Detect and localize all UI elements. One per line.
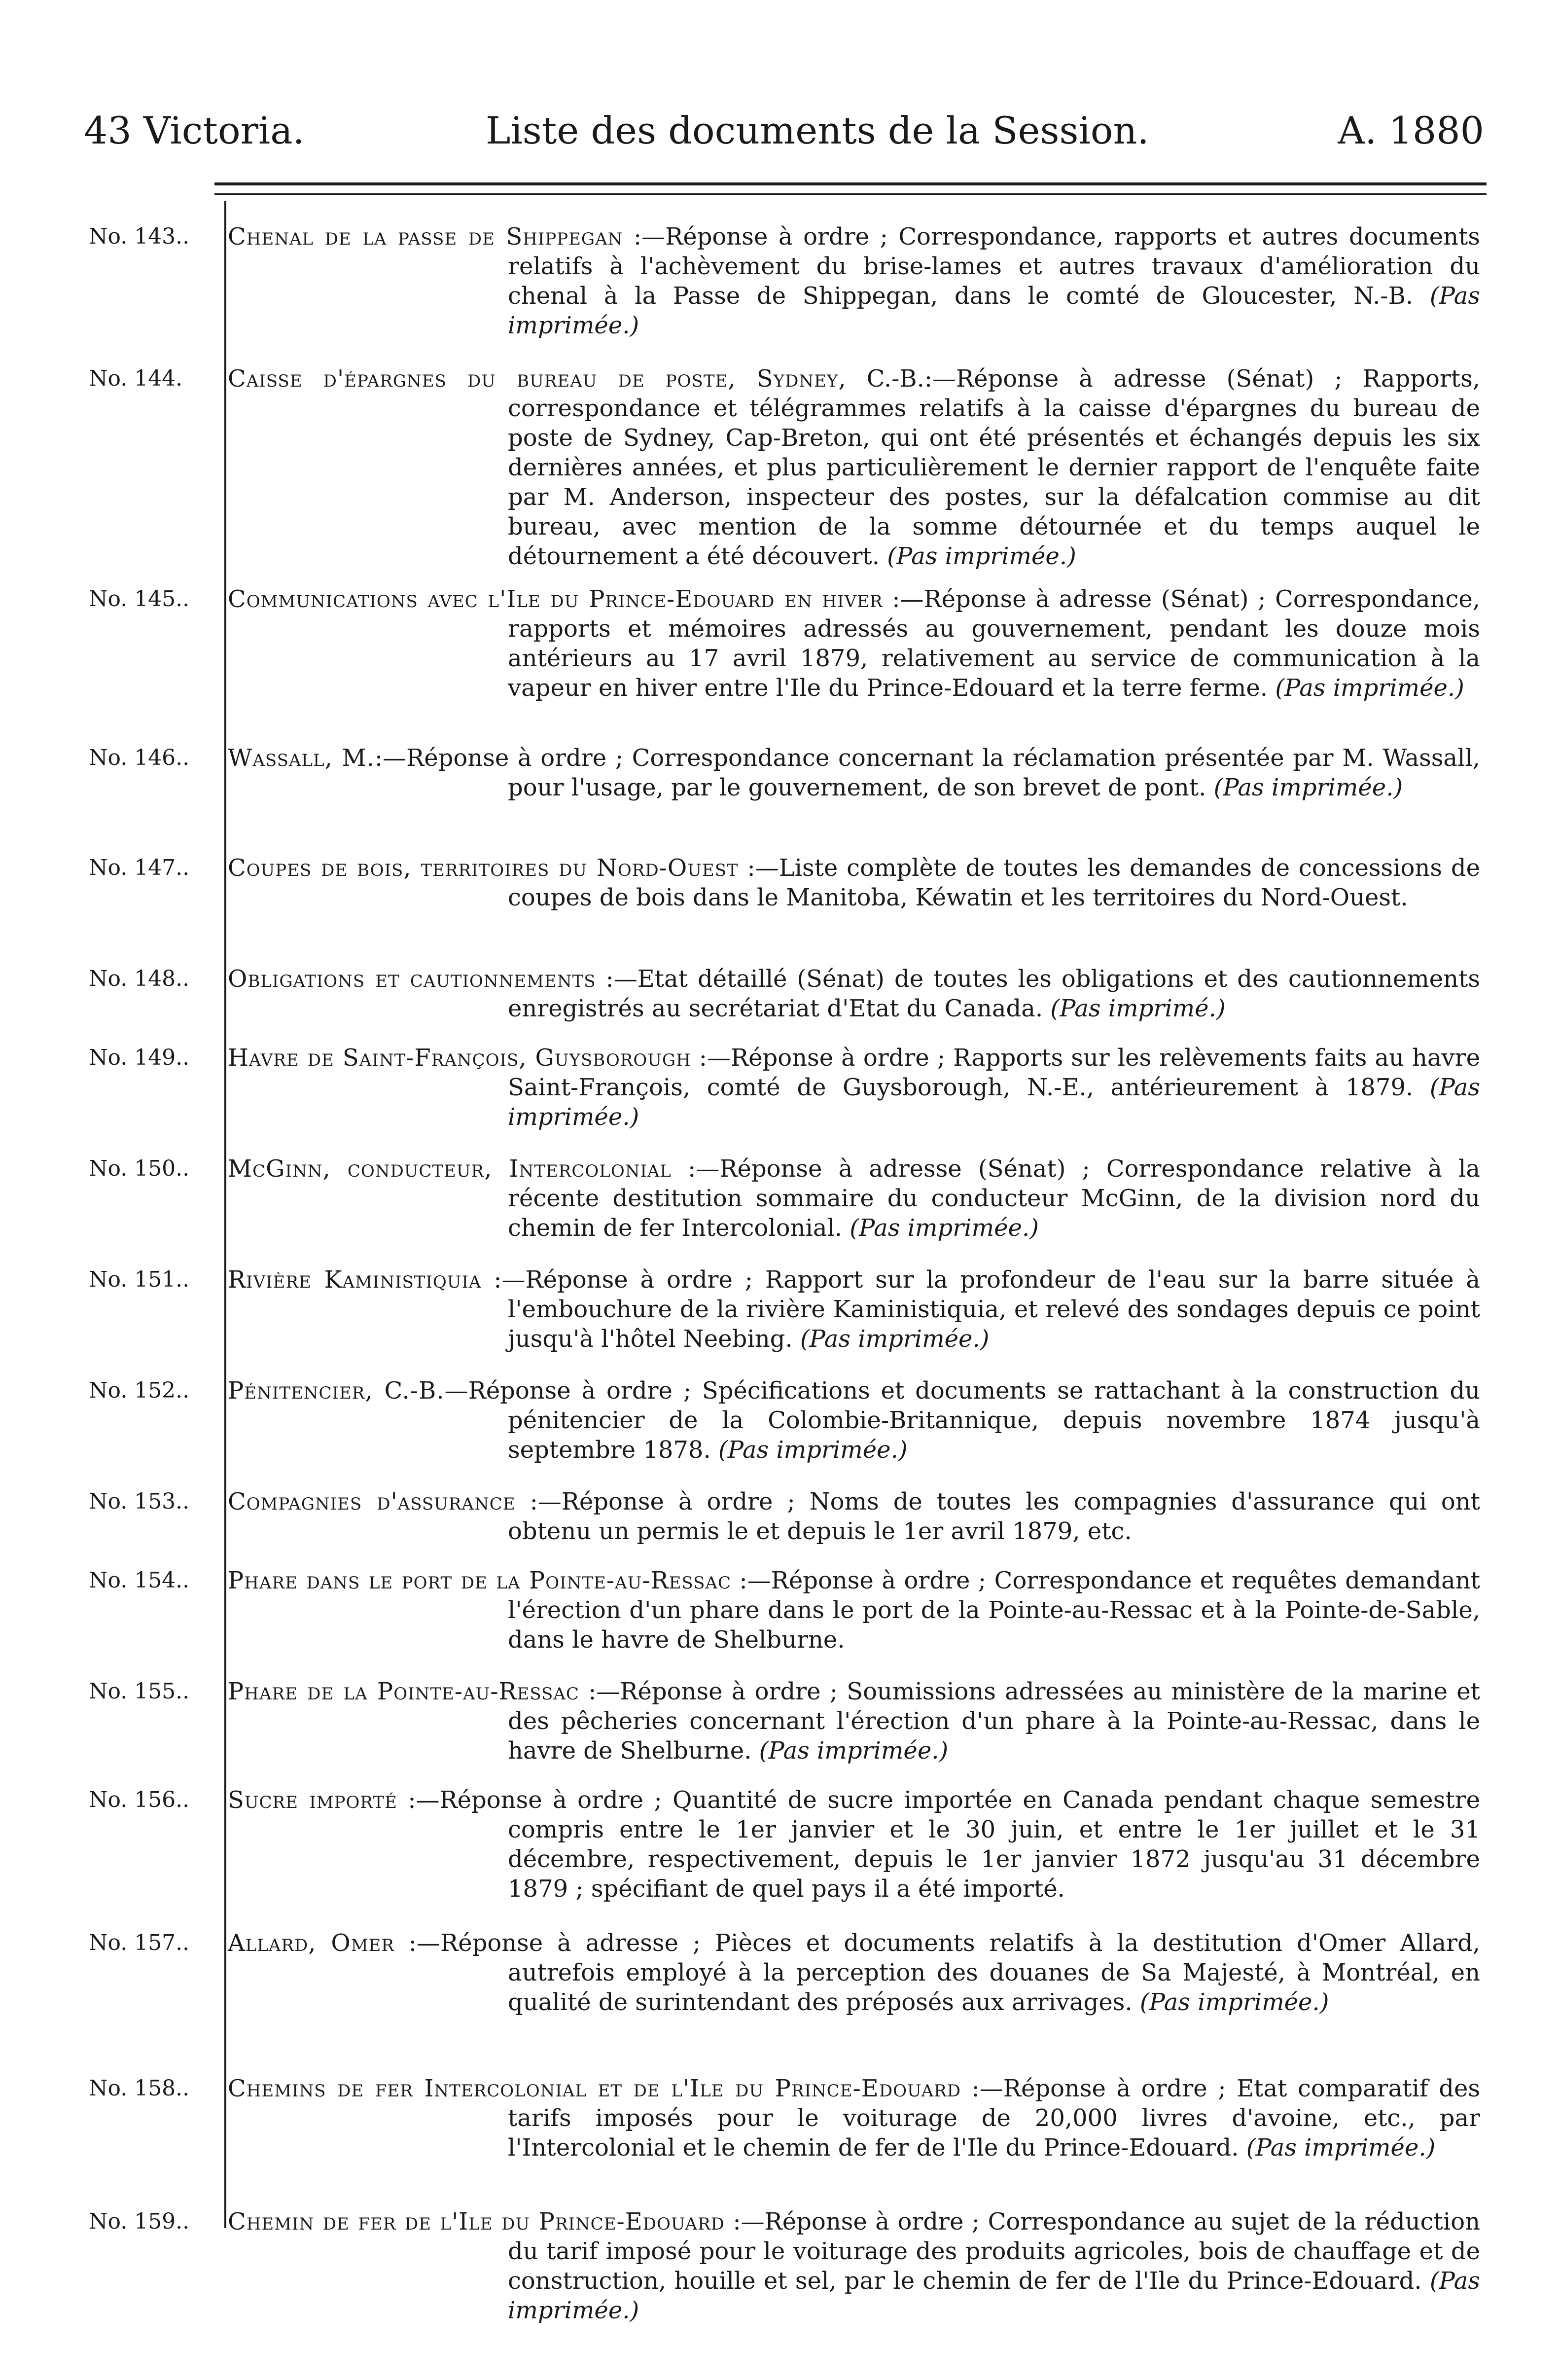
entry-title: McGinn, conducteur, Intercolonial [228,1155,672,1183]
entry-note: (Pas imprimée.) [1239,2134,1436,2162]
header-title: Liste des documents de la Session. [486,108,1149,152]
entry-title: Chenal de la passe de Shippegan [228,223,623,251]
entry-text [228,222,1480,340]
entry-number: No. 154.. [89,1568,190,1593]
entry-text [228,1154,1480,1243]
entry-number: No. 148.. [89,966,190,991]
page-header [84,106,1484,160]
entry-note: (Pas imprimée.) [792,1325,990,1353]
entry-body: :—Réponse à ordre ; Rapports sur les relèvements faits au havre Saint-François, comté de Guysborough, N.-E., antérieurement à 1879. [508,1044,1480,1101]
entry-title: Caisse d'épargnes du bureau de poste, Sydney, [228,365,847,393]
entry-text [228,1677,1480,1766]
entry-title: Phare dans le port de la Pointe-au-Ressac [228,1567,731,1594]
entry-number: No. 157.. [89,1930,190,1955]
entry-number: No. 158.. [89,2076,190,2101]
entry-text [228,364,1480,571]
entry-text [228,1376,1480,1465]
entry-note: (Pas imprimée.) [751,1737,949,1765]
entry-body: :—Réponse à ordre ; Noms de toutes les compagnies d'assurance qui ont obtenu un permis le et depuis le 1er avril 1879, etc. [508,1488,1480,1545]
entry-note: (Pas imprimée.) [508,1074,1481,1131]
entry-number: No. 153.. [89,1489,190,1514]
entry-body: :—Réponse à ordre ; Correspondance et requêtes demandant l'érection d'un phare dans le port de la Pointe-au-Ressac et à la Pointe-de-Sable, dans le havre de Shelburne. [508,1567,1480,1654]
entry-number: No. 144. [89,366,183,391]
entry-title: Coupes de bois, territoires du Nord-Ouest [228,854,739,882]
entry-note: (Pas imprimée.) [879,542,1076,570]
entry-title: Chemins de fer Intercolonial et de l'Ile du Prince-Edouard [228,2075,961,2102]
entry-title: Pénitencier, C.-B. [228,1377,445,1405]
entry-text [228,853,1480,912]
entry-body: :—Réponse à ordre ; Correspondance, rapports et autres documents relatifs à l'achèvement du brise-lames et autres travaux d'amélioration du chenal à la Passe de Shippegan, dans le comté de Gloucester, N.-B. [508,223,1481,310]
entry-note: (Pas imprimée.) [508,2267,1481,2324]
header-volume: 43 Victoria. [84,108,305,152]
entry-note: (Pas imprimée.) [1206,774,1403,801]
entry-text [228,2207,1480,2325]
entry-number: No. 151.. [89,1267,190,1292]
entry-body: :—Réponse à ordre ; Quantité de sucre importée en Canada pendant chaque semestre compris entre le 1er janvier et le 30 juin, et entre le 1er juillet et le 31 décembre, respectivement, depuis le 1er janvier 1872 jusqu'au 31 décembre 1879 ; spécifiant de quel pays il a été importé. [397,1786,1480,1903]
entry-note: (Pas imprimé.) [1043,995,1226,1022]
entry-title: Obligations et cautionnements [228,965,596,993]
entry-body: :—Réponse à ordre ; Rapport sur la profondeur de l'eau sur la barre située à l'embouchure de la rivière Kaministiquia, et relevé des sondages depuis ce point jusqu'à l'hôtel Neebing. [481,1266,1480,1353]
entry-body: C.-B.:—Réponse à adresse (Sénat) ; Rapports, correspondance et télégrammes relatifs à la caisse d'épargnes du bureau de poste de Sydney, Cap-Breton, qui ont été présentés et échangés depuis les six dernières années, et plus particulièrement le dernier rapport de l'enquête faite par M. Anderson, inspecteur des postes, sur la défalcation commise au dit bureau, avec mention de la somme détournée et du temps auquel le détournement a été découvert. [508,365,1481,570]
entry-text [228,584,1480,703]
entry-note: (Pas imprimée.) [1268,674,1464,702]
entry-text [228,1785,1480,1904]
entry-number: No. 143.. [89,224,190,249]
entry-note: (Pas imprimée.) [508,282,1481,339]
entry-title: Communications avec l'Ile du Prince-Edouard en hiver [228,585,883,613]
header-year: A. 1880 [1338,108,1484,152]
entry-number: No. 152.. [89,1378,190,1403]
entry-title: Compagnies d'assurance [228,1488,516,1515]
header-rule-thin [214,193,1487,195]
entry-text [228,1928,1480,2017]
entry-note: (Pas imprimée.) [710,1436,908,1464]
entry-note: (Pas imprimée.) [842,1214,1039,1242]
entry-text [228,2074,1480,2163]
number-column-divider [224,201,226,2228]
entry-number: No. 147.. [89,855,190,880]
entry-body: :—Réponse à ordre ; Etat comparatif des tarifs imposés pour le voiturage de 20,000 livres d'avoine, etc., par l'Intercolonial et le chemin de fer de l'Ile du Prince-Edouard. [508,2075,1481,2162]
entry-number: No. 155.. [89,1679,190,1704]
entry-body: —Réponse à ordre ; Spécifications et documents se rattachant à la construction du pénitencier de la Colombie-Britannique, depuis novembre 1874 jusqu'à septembre 1878. [444,1377,1480,1464]
entry-title: Sucre importé [228,1786,397,1814]
entry-number: No. 145.. [89,586,190,612]
entry-text [228,743,1480,802]
entry-number: No. 159.. [89,2209,190,2234]
entry-text [228,1265,1480,1354]
entry-body: :—Réponse à ordre ; Soumissions adressées au ministère de la marine et des pêcheries concernant l'érection d'un phare à la Pointe-au-Ressac, dans le havre de Shelburne. [508,1678,1480,1765]
entry-body: :—Liste complète de toutes les demandes de concessions de coupes de bois dans le Manitoba, Kéwatin et les territoires du Nord-Ouest. [508,854,1480,911]
entry-text [228,1487,1480,1546]
entry-number: No. 149.. [89,1045,190,1070]
entry-title: Havre de Saint-François, Guysborough [228,1044,691,1072]
entry-title: Chemin de fer de l'Ile du Prince-Edouard [228,2208,725,2236]
entry-body: :—Réponse à adresse (Sénat) ; Correspondance relative à la récente destitution sommaire du conducteur McGinn, de la division nord du chemin de fer Intercolonial. [508,1155,1481,1242]
entry-body: :—Réponse à adresse ; Pièces et documents relatifs à la destitution d'Omer Allard, autrefois employé à la perception des douanes de Sa Majesté, à Montréal, en qualité de surintendant des préposés aux arrivages. [394,1929,1481,2016]
entry-number: No. 150.. [89,1156,190,1181]
entry-title: Allard, Omer [228,1929,394,1957]
entry-number: No. 146.. [89,745,190,770]
entry-title: Rivière Kaministiquia [228,1266,482,1294]
entry-body: :—Etat détaillé (Sénat) de toutes les obligations et des cautionnements enregistrés au secrétariat d'Etat du Canada. [508,965,1480,1022]
entry-title: Phare de la Pointe-au-Ressac [228,1678,579,1705]
entry-body: :—Réponse à ordre ; Correspondance concernant la réclamation présentée par M. Wassall, pour l'usage, par le gouvernement, de son brevet de pont. [374,744,1480,801]
entry-body: :—Réponse à ordre ; Correspondance au sujet de la réduction du tarif imposé pour le voiturage des produits agricoles, bois de chauffage et de construction, houille et sel, par le chemin de fer de l'Ile du Prince-Edouard. [508,2208,1481,2295]
header-rule-thick [214,182,1487,185]
entry-title: Wassall, M. [228,744,375,772]
entry-text [228,1566,1480,1655]
entry-note: (Pas imprimée.) [1132,1988,1329,2016]
entry-body: :—Réponse à adresse (Sénat) ; Correspondance, rapports et mémoires adressés au gouvernement, pendant les douze mois antérieurs au 17 avril 1879, relativement au service de communication à la vapeur en hiver entre l'Ile du Prince-Edouard et la terre ferme. [508,585,1480,702]
entry-number: No. 156.. [89,1787,190,1812]
entry-text [228,964,1480,1023]
entry-text [228,1043,1480,1132]
